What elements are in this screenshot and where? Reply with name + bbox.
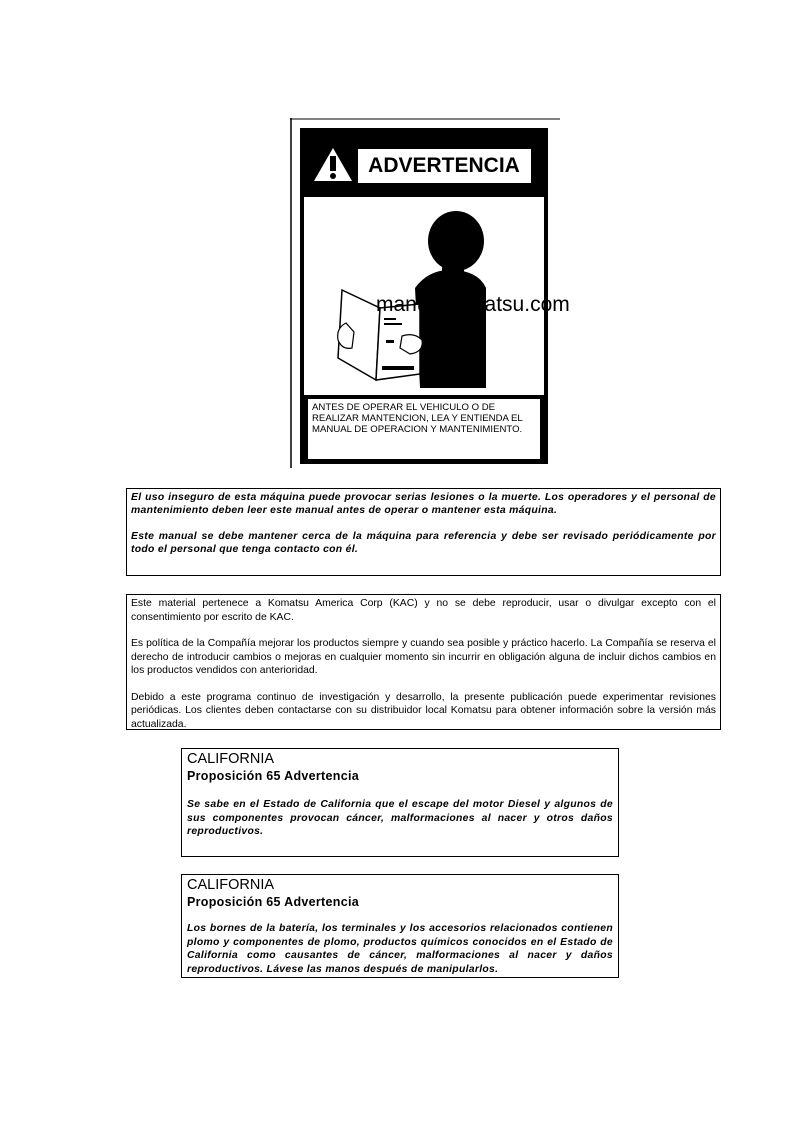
california-body: Se sabe en el Estado de California que el escape del motor Diesel y algunos de sus componentes provocan cáncer, malformaciones al nacer y otros daños reproductivos. (187, 799, 613, 837)
safety-notice-box (126, 488, 721, 576)
ownership-notice-paragraph: Es política de la Compañía mejorar los productos siempre y cuando sea posible y práctico hacerlo. La Compañía se reserva el derecho de introducir cambios o mejoras en cualquier momento sin incurrir en obligación alguna de incluir dichos cambios en los productos vendidos con anterioridad. (131, 638, 716, 676)
safety-notice-paragraph: Este manual se debe mantener cerca de la máquina para referencia y debe ser revisado periódicamente por todo el personal que tenga contacto con él. (131, 531, 716, 555)
california-heading: CALIFORNIA (187, 751, 275, 767)
california-heading: CALIFORNIA (187, 877, 275, 893)
decal-caption: ANTES DE OPERAR EL VEHICULO O DE REALIZAR MANTENCION, LEA Y ENTIENDA EL MANUAL DE OPERACION Y MANTENIMIENTO. (312, 402, 523, 435)
watermark-text: manualkomatsu.com (376, 293, 570, 316)
california-warning-box-battery (181, 874, 619, 978)
ownership-notice-box (126, 594, 721, 730)
ownership-notice-paragraph: Debido a este programa continuo de investigación y desarrollo, la presente publicación puede experimentar revisiones periódicas. Los clientes deben contactarse con su distribuidor local Komatsu para obtener información sobre la versión más actualizada. (131, 691, 716, 730)
safety-notice-paragraph: El uso inseguro de esta máquina puede provocar serias lesiones o la muerte. Los operadores y el personal de mantenimiento deben leer este manual antes de operar o mantener esta máquina. (131, 492, 716, 516)
ownership-notice-paragraph: Este material pertenece a Komatsu America Corp (KAC) y no se debe reproducir, usar o divulgar excepto con el consentimiento por escrito de KAC. (131, 598, 716, 623)
california-subheading: Proposición 65 Advertencia (187, 769, 359, 783)
california-subheading: Proposición 65 Advertencia (187, 895, 359, 909)
california-warning-box-diesel (181, 748, 619, 857)
california-body: Los bornes de la batería, los terminales y los accesorios relacionados contienen plomo y componentes de plomo, productos químicos conocidos en el Estado de California como causantes de cáncer, malformaciones al nacer y daños reproductivos. Lávese las manos después de manipularlos. (187, 923, 613, 975)
decal-title: ADVERTENCIA (368, 154, 520, 177)
